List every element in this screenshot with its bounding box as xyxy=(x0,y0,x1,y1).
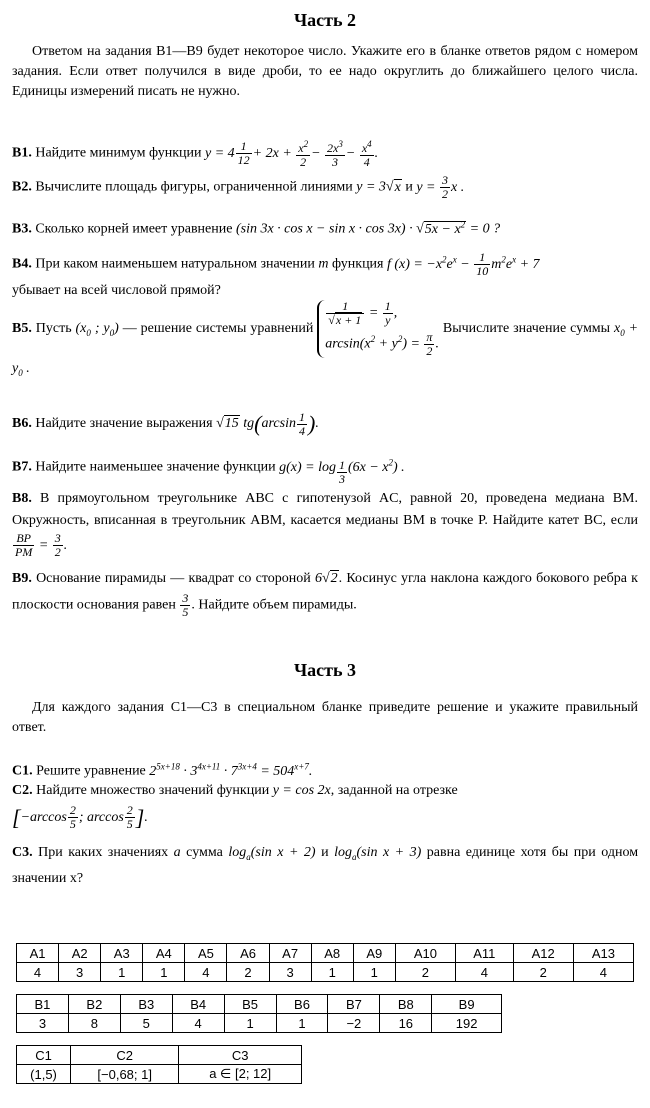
table-cell: В9 xyxy=(432,995,502,1014)
table-row xyxy=(17,995,502,1014)
task-b5: В5. Пусть ($x_0$ ; $y_0$) — решение системы уравнений $\frac{1}{√x + 1}$ = $\frac{1}{y}$ , $\arcsin(x^2 + y^2)$ = $\frac{\pi}{2}$ . Вычислите значение суммы $x_0 + y_0$ . xyxy=(12,299,639,378)
table-cell: А9 xyxy=(353,944,395,963)
table-cell: В7 xyxy=(328,995,380,1014)
table-cell: 1 xyxy=(311,963,353,982)
task-b7: В7. Найдите наименьшее значение функции g(x) = log $_{\frac{1}{3}}$ $(6x - x^2)$ . xyxy=(12,457,405,486)
table-cell: 2 xyxy=(395,963,455,982)
table-cell: 1 xyxy=(276,1014,328,1033)
table-cell: 4 xyxy=(185,963,227,982)
table-cell: (1,5) xyxy=(17,1065,71,1084)
task-b2: В2. Вычислите площадь фигуры, ограниченной линиями y = 3√x и y = $\frac{3}{2}$ x . xyxy=(12,173,465,201)
task-b1: В1. Найдите минимум функции y = 4 $\frac{1}{12}$ + 2x + $\frac{x^2}{2}$ − $\frac{2x^3}{3}$ − $\frac{x^4}{4}$ . xyxy=(12,139,379,169)
table-cell: [−0,68; 1] xyxy=(71,1065,179,1084)
part3-title: Часть 3 xyxy=(293,660,357,680)
task-b6: В6. Найдите значение выражения √15 tg(arcsin $\frac{1}{4}$ ). xyxy=(12,409,319,438)
table-cell: А5 xyxy=(185,944,227,963)
table-cell: А8 xyxy=(311,944,353,963)
table-cell: С3 xyxy=(179,1046,302,1065)
table-row xyxy=(17,944,634,963)
task-b4: В4. При каком наименьшем натуральном значении m функция f $(x) = -x^2e^x$ − $\frac{1}{10}$ $m^2e^x + 7$ убывает на всей числовой прямой? xyxy=(12,249,540,298)
task-b3: В3. Сколько корней имеет уравнение (sin $3x \cdot \cos x - \sin x \cdot \cos 3x) \cdot √5x - x^2 = 0$ ? xyxy=(12,219,501,237)
table-cell: 4 xyxy=(172,1014,224,1033)
table-cell: В8 xyxy=(380,995,432,1014)
table-cell: А4 xyxy=(143,944,185,963)
table-cell: А3 xyxy=(101,944,143,963)
table-cell: В4 xyxy=(172,995,224,1014)
task-c3: С3. При каких значениях a сумма $\log_a(\sin$ x + 2) и $\log_a(\sin$ x + 3) равна единице хотя бы при одном значении x? xyxy=(12,845,639,886)
table-cell: 192 xyxy=(432,1014,502,1033)
part2-intro: Ответом на задания В1—В9 будет некоторое число. Укажите его в бланке ответов рядом с номером задания. Если ответ получился в виде дроби, то ее надо округлить до ближайшего целого числа. Единицы измерений писать не нужно. xyxy=(12,44,638,99)
table-cell: 1 xyxy=(353,963,395,982)
table-cell: В3 xyxy=(120,995,172,1014)
table-row xyxy=(17,1065,302,1084)
table-cell: В2 xyxy=(68,995,120,1014)
table-cell: 16 xyxy=(380,1014,432,1033)
table-cell: 4 xyxy=(17,963,59,982)
table-cell: −2 xyxy=(328,1014,380,1033)
answers-c-table xyxy=(16,1045,302,1084)
table-cell: 3 xyxy=(269,963,311,982)
table-cell: 4 xyxy=(455,963,513,982)
table-cell: А11 xyxy=(455,944,513,963)
table-cell: А6 xyxy=(227,944,269,963)
task-c1: С1. Решите уравнение $2^{5x+18} \cdot 3^{4x+11} \cdot 7^{3x+4} = 504^{x+7}$. xyxy=(12,761,313,779)
table-cell: А10 xyxy=(395,944,455,963)
table-row xyxy=(17,963,634,982)
table-cell: 3 xyxy=(59,963,101,982)
table-cell: 5 xyxy=(120,1014,172,1033)
part3-intro: Для каждого задания С1—С3 в специальном бланке приведите решение и укажите правильный ответ. xyxy=(12,700,638,735)
table-cell: А1 xyxy=(17,944,59,963)
table-cell: А12 xyxy=(513,944,573,963)
table-cell: 1 xyxy=(224,1014,276,1033)
table-cell: А7 xyxy=(269,944,311,963)
table-cell: А2 xyxy=(59,944,101,963)
table-row xyxy=(17,1014,502,1033)
table-cell: 1 xyxy=(101,963,143,982)
b5-system: $\frac{1}{√x + 1}$ = $\frac{1}{y}$ , $\arcsin(x^2 + y^2)$ = $\frac{\pi}{2}$ . xyxy=(317,300,439,358)
table-cell: a ∈ [2; 12] xyxy=(179,1065,302,1084)
part2-title: Часть 2 xyxy=(293,10,357,30)
table-cell: 4 xyxy=(573,963,633,982)
answers-a-table xyxy=(16,943,634,982)
table-cell: В1 xyxy=(17,995,69,1014)
table-cell: С1 xyxy=(17,1046,71,1065)
table-cell: С2 xyxy=(71,1046,179,1065)
answers-b-table xyxy=(16,994,502,1033)
table-cell: 2 xyxy=(513,963,573,982)
table-cell: 3 xyxy=(17,1014,69,1033)
task-c2: С2. Найдите множество значений функции y = cos 2x, заданной на отрезке [−arccos $\frac{2}{5}$ ; arccos $\frac{2}{5}$ ]. xyxy=(12,783,458,831)
table-row xyxy=(17,1046,302,1065)
table-cell: 1 xyxy=(143,963,185,982)
table-cell: А13 xyxy=(573,944,633,963)
table-cell: 8 xyxy=(68,1014,120,1033)
table-cell: 2 xyxy=(227,963,269,982)
b1-formula: y = 4 $\frac{1}{12}$ + 2x + $\frac{x^2}{2}$ − $\frac{2x^3}{3}$ − $\frac{x^4}{4}$ . xyxy=(204,139,379,169)
table-cell: В6 xyxy=(276,995,328,1014)
table-cell: В5 xyxy=(224,995,276,1014)
task-b9: В9. Основание пирамиды — квадрат со стороной 6√2. Косинус угла наклона каждого бокового ребра к плоскости основания равен $\frac{3}{5}$ . Найдите объем пирамиды. xyxy=(12,571,638,619)
task-b8: В8. В прямоугольном треугольнике ABC с гипотенузой AC, равной 20, проведена медиана BM. Окружность, вписанная в треугольник ABM, касается медианы BM в точке P. Найдите катет BC, если $\frac{BP}{PM}$ = $\frac{3}{2}$ . xyxy=(12,491,639,559)
